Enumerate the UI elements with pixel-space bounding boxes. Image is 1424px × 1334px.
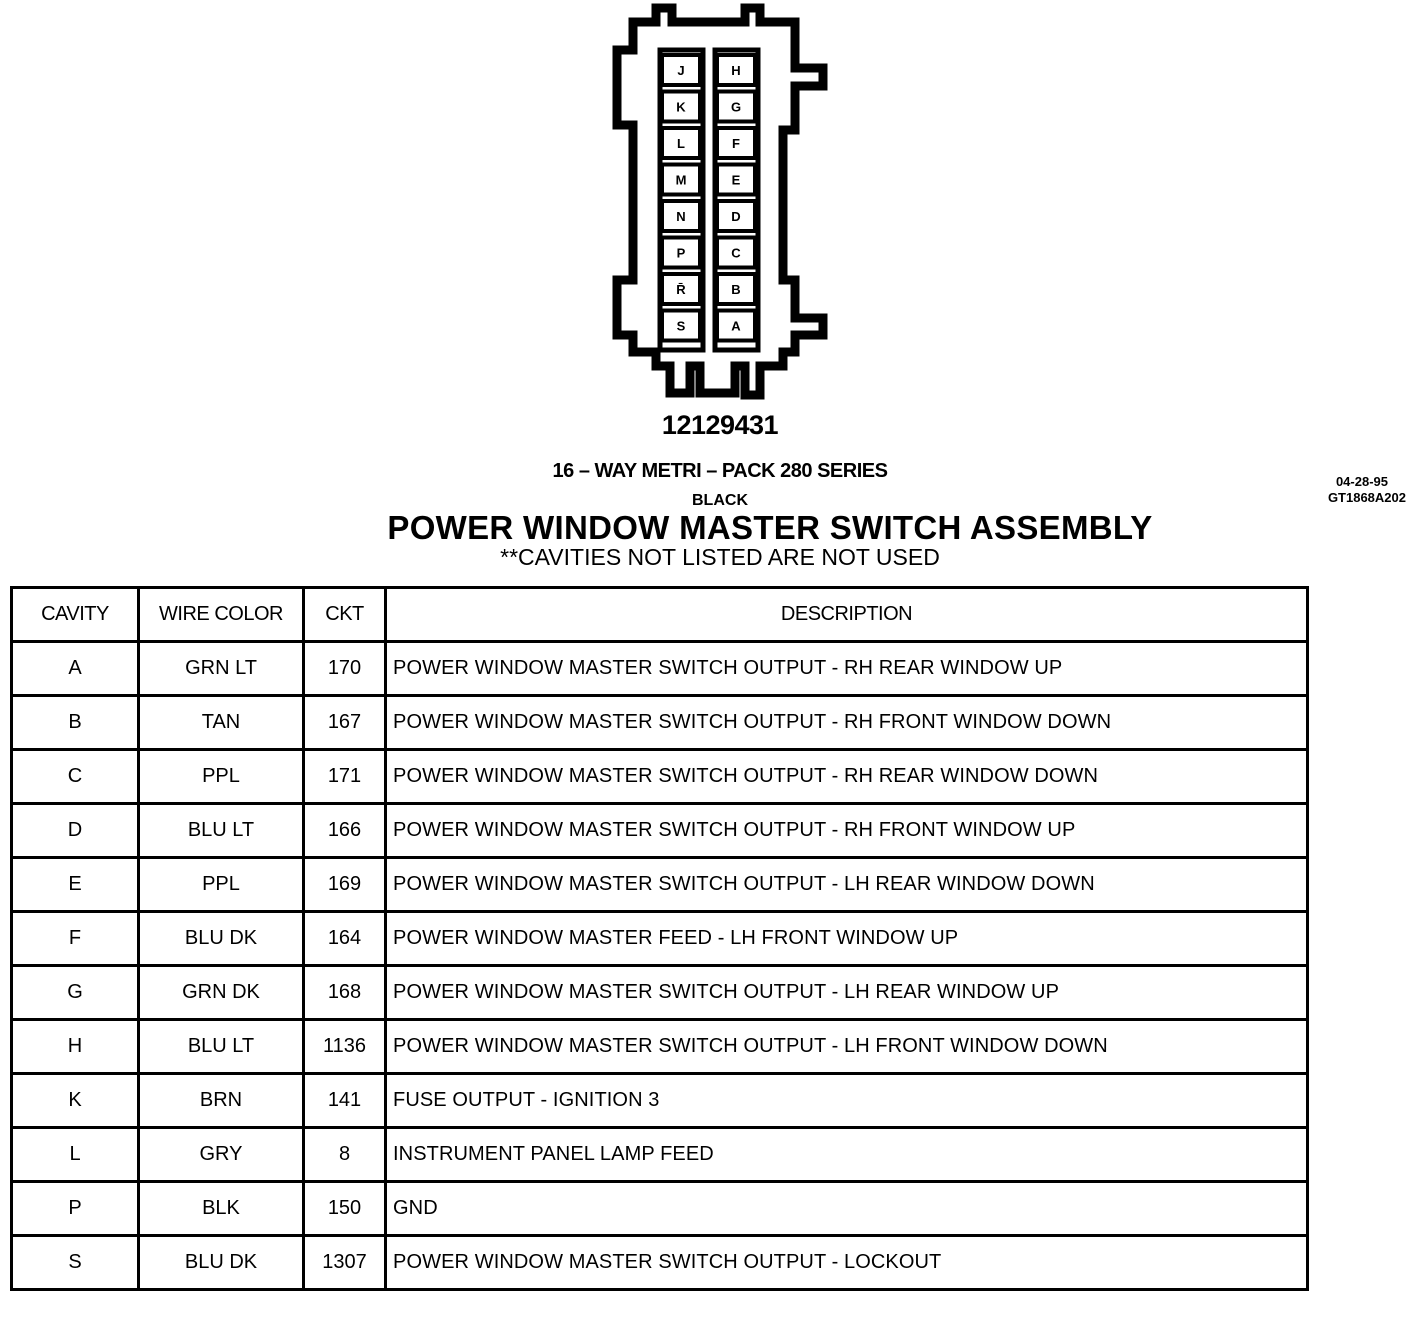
table-row xyxy=(12,804,1308,858)
cell-cavity: A xyxy=(12,642,139,696)
cell-wire-color: BLU DK xyxy=(139,1236,304,1290)
cell-description: POWER WINDOW MASTER SWITCH OUTPUT - LH REAR WINDOW DOWN xyxy=(386,858,1308,912)
cell-ckt: 169 xyxy=(304,858,386,912)
cell-ckt: 141 xyxy=(304,1074,386,1128)
pin-label: N xyxy=(676,209,686,224)
table-row xyxy=(12,750,1308,804)
pins-right xyxy=(717,55,755,341)
pin-label: S xyxy=(676,318,686,334)
cell-ckt: 150 xyxy=(304,1182,386,1236)
table-row xyxy=(12,642,1308,696)
connector-diagram xyxy=(600,0,840,405)
cell-wire-color: GRN DK xyxy=(139,966,304,1020)
cell-ckt: 164 xyxy=(304,912,386,966)
cavities-note: **CAVITIES NOT LISTED ARE NOT USED xyxy=(500,544,940,570)
pin-label: G xyxy=(730,99,742,115)
cell-cavity: S xyxy=(12,1236,139,1290)
header-wire-color: WIRE COLOR xyxy=(139,588,304,642)
pin-label: B xyxy=(731,282,741,297)
cell-wire-color: BLU DK xyxy=(139,912,304,966)
table-row xyxy=(12,1074,1308,1128)
pin-label: J xyxy=(677,63,685,78)
pins-left xyxy=(662,55,700,341)
cell-ckt: 171 xyxy=(304,750,386,804)
pin-label: L xyxy=(677,136,685,151)
cell-cavity: G xyxy=(12,966,139,1020)
cell-description: INSTRUMENT PANEL LAMP FEED xyxy=(386,1128,1308,1182)
pin-label: M xyxy=(675,172,687,188)
pin-label: K xyxy=(676,99,686,115)
header-cavity: CAVITY xyxy=(12,588,139,642)
cell-ckt: 1136 xyxy=(304,1020,386,1074)
cell-cavity: K xyxy=(12,1074,139,1128)
table-row xyxy=(12,912,1308,966)
cell-cavity: C xyxy=(12,750,139,804)
pinout-table xyxy=(10,586,1309,1291)
pin-label: H xyxy=(731,63,741,78)
page-title: POWER WINDOW MASTER SWITCH ASSEMBLY xyxy=(387,509,1153,546)
cell-description: POWER WINDOW MASTER SWITCH OUTPUT - RH FRONT WINDOW DOWN xyxy=(386,696,1308,750)
cell-cavity: B xyxy=(12,696,139,750)
cell-wire-color: TAN xyxy=(139,696,304,750)
cell-description: POWER WINDOW MASTER FEED - LH FRONT WINDOW UP xyxy=(386,912,1308,966)
table-row xyxy=(12,858,1308,912)
cell-description: POWER WINDOW MASTER SWITCH OUTPUT - LOCKOUT xyxy=(386,1236,1308,1290)
cell-wire-color: PPL xyxy=(139,750,304,804)
cell-ckt: 166 xyxy=(304,804,386,858)
cell-cavity: H xyxy=(12,1020,139,1074)
pin-label: F xyxy=(732,136,740,151)
table-row xyxy=(12,1236,1308,1290)
cell-cavity: E xyxy=(12,858,139,912)
table-row xyxy=(12,1020,1308,1074)
part-number: 12129431 xyxy=(661,410,779,440)
cell-wire-color: GRY xyxy=(139,1128,304,1182)
cell-wire-color: GRN LT xyxy=(139,642,304,696)
cell-ckt: 167 xyxy=(304,696,386,750)
cell-ckt: 170 xyxy=(304,642,386,696)
table-header-row xyxy=(12,588,1308,642)
table-row xyxy=(12,1128,1308,1182)
table-row xyxy=(12,966,1308,1020)
pin-label: P xyxy=(676,245,686,261)
cell-description: POWER WINDOW MASTER SWITCH OUTPUT - LH REAR WINDOW UP xyxy=(386,966,1308,1020)
table-row xyxy=(12,1182,1308,1236)
cell-ckt: 1307 xyxy=(304,1236,386,1290)
connector-color: BLACK xyxy=(692,492,748,509)
cell-cavity: F xyxy=(12,912,139,966)
pin-label: D xyxy=(731,209,741,224)
cell-description: POWER WINDOW MASTER SWITCH OUTPUT - LH FRONT WINDOW DOWN xyxy=(386,1020,1308,1074)
cell-description: POWER WINDOW MASTER SWITCH OUTPUT - RH REAR WINDOW DOWN xyxy=(386,750,1308,804)
cell-wire-color: BLK xyxy=(139,1182,304,1236)
reference-code: GT1868A202 xyxy=(1327,490,1406,505)
reference-date: 04-28-95 xyxy=(1335,474,1388,489)
cell-wire-color: BRN xyxy=(139,1074,304,1128)
cell-cavity: L xyxy=(12,1128,139,1182)
pin-label: A xyxy=(731,318,741,334)
cell-wire-color: BLU LT xyxy=(139,804,304,858)
cell-ckt: 168 xyxy=(304,966,386,1020)
cell-cavity: P xyxy=(12,1182,139,1236)
connector-series: 16 – WAY METRI – PACK 280 SERIES xyxy=(552,460,888,482)
cell-description: FUSE OUTPUT - IGNITION 3 xyxy=(386,1074,1308,1128)
header-ckt: CKT xyxy=(304,588,386,642)
header-description: DESCRIPTION xyxy=(386,588,1308,642)
pin-label: E xyxy=(731,172,741,188)
cell-wire-color: BLU LT xyxy=(139,1020,304,1074)
pin-label: R̄ xyxy=(676,282,686,297)
table-row xyxy=(12,696,1308,750)
cell-wire-color: PPL xyxy=(139,858,304,912)
cell-cavity: D xyxy=(12,804,139,858)
cell-ckt: 8 xyxy=(304,1128,386,1182)
cell-description: POWER WINDOW MASTER SWITCH OUTPUT - RH FRONT WINDOW UP xyxy=(386,804,1308,858)
cell-description: GND xyxy=(386,1182,1308,1236)
cell-description: POWER WINDOW MASTER SWITCH OUTPUT - RH REAR WINDOW UP xyxy=(386,642,1308,696)
pin-label: C xyxy=(731,245,741,261)
